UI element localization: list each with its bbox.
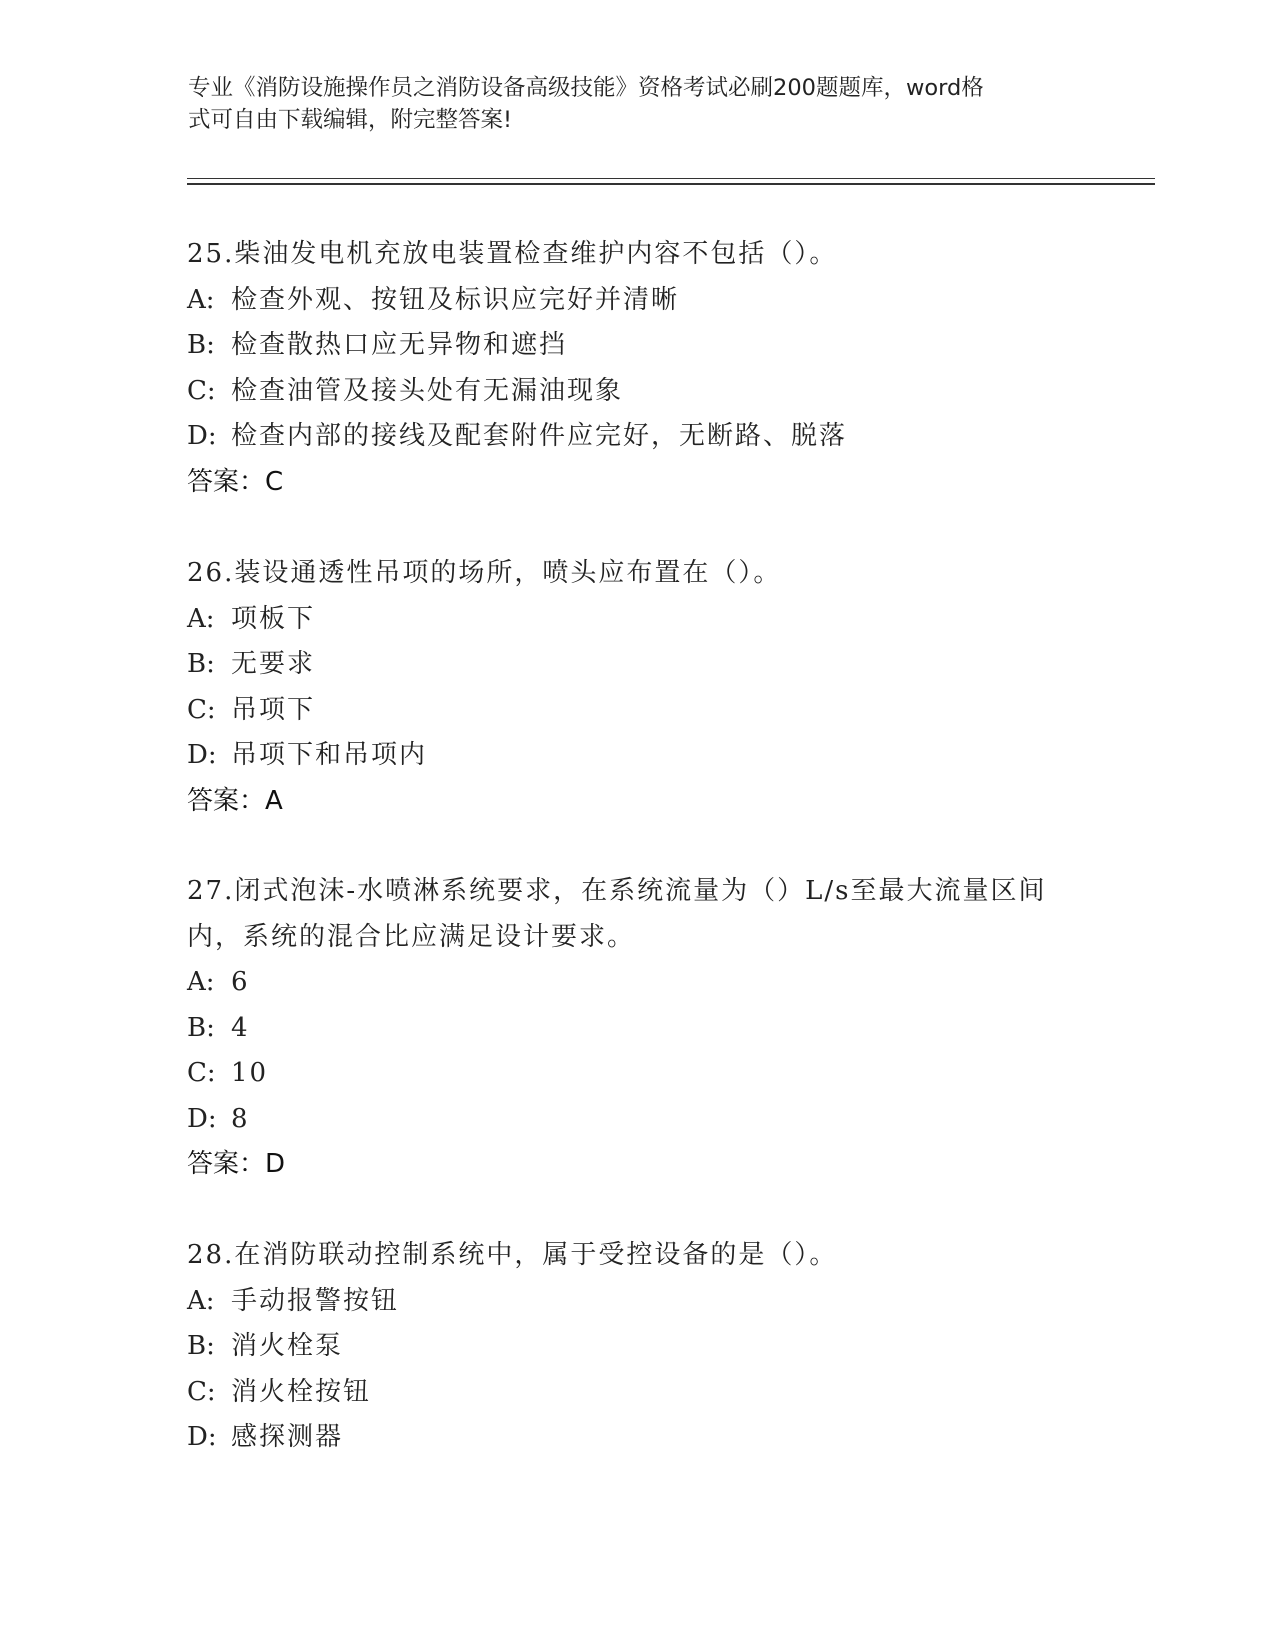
option-b xyxy=(187,1324,1087,1370)
option-key: C: xyxy=(187,1058,216,1088)
option-text: 消火栓按钮 xyxy=(231,1376,372,1407)
option-key: B: xyxy=(187,649,215,679)
option-a xyxy=(187,597,1087,643)
option-text: 检查散热口应无异物和遮挡 xyxy=(231,330,568,360)
question-stem: 27.闭式泡沫-水喷淋系统要求，在系统流量为（）L/s至最大流量区间 xyxy=(187,876,1047,906)
question-25 xyxy=(187,232,1087,505)
question-stem: 28.在消防联动控制系统中，属于受控设备的是（）。 xyxy=(187,1240,838,1270)
option-a xyxy=(187,1279,1087,1325)
header-line-2: 式可自由下载编辑，附完整答案! xyxy=(188,107,513,133)
answer-line: 答案：C xyxy=(187,466,284,497)
option-c xyxy=(187,1051,1087,1097)
option-a xyxy=(187,278,1087,324)
option-key: D: xyxy=(187,1422,217,1452)
option-b xyxy=(187,642,1087,688)
option-b xyxy=(187,323,1087,369)
option-key: A: xyxy=(187,967,215,997)
option-key: D: xyxy=(187,1103,217,1134)
option-c xyxy=(187,369,1087,415)
option-text: 无要求 xyxy=(231,649,316,679)
option-text: 手动报警按钮 xyxy=(231,1285,400,1316)
option-key: A: xyxy=(187,284,215,315)
option-c xyxy=(187,688,1087,734)
option-key: A: xyxy=(187,1285,215,1316)
option-d xyxy=(187,733,1087,779)
option-c xyxy=(187,1370,1087,1416)
option-key: C: xyxy=(187,694,216,725)
header-line-1: 专业《消防设施操作员之消防设备高级技能》资格考试必刷200题题库，word格 xyxy=(188,75,984,101)
question-stem: 26.装设通透性吊项的场所，喷头应布置在（）。 xyxy=(187,558,782,588)
header-divider-bottom xyxy=(187,183,1155,185)
option-d xyxy=(187,414,1087,460)
option-text: 吊项下和吊项内 xyxy=(231,740,428,770)
question-26 xyxy=(187,551,1087,824)
question-stem-continued: 内，系统的混合比应满足设计要求。 xyxy=(187,921,636,952)
option-text: 消火栓泵 xyxy=(231,1331,344,1361)
option-key: C: xyxy=(187,1376,216,1407)
question-stem: 25.柴油发电机充放电装置检查维护内容不包括（）。 xyxy=(187,239,838,269)
document-header xyxy=(188,72,1068,136)
header-divider-top xyxy=(187,178,1155,179)
option-a xyxy=(187,960,1087,1006)
option-text: 检查内部的接线及配套附件应完好，无断路、脱落 xyxy=(231,421,848,451)
option-key: B: xyxy=(187,330,215,360)
option-b xyxy=(187,1006,1087,1052)
option-text: 检查油管及接头处有无漏油现象 xyxy=(231,375,624,406)
answer-line: 答案：D xyxy=(187,1149,286,1179)
option-text: 6 xyxy=(231,967,250,997)
option-text: 感探测器 xyxy=(231,1422,344,1452)
option-key: B: xyxy=(187,1012,215,1043)
option-text: 项板下 xyxy=(231,603,316,634)
option-key: B: xyxy=(187,1331,215,1361)
answer-line: 答案：A xyxy=(187,785,283,816)
option-key: A: xyxy=(187,603,215,634)
option-text: 吊项下 xyxy=(231,694,316,725)
option-text: 检查外观、按钮及标识应完好并清晰 xyxy=(231,284,680,315)
option-d xyxy=(187,1097,1087,1143)
question-28 xyxy=(187,1233,1087,1461)
option-text: 8 xyxy=(231,1103,250,1134)
option-text: 10 xyxy=(231,1058,269,1088)
option-key: D: xyxy=(187,421,217,451)
option-text: 4 xyxy=(231,1012,250,1043)
option-key: C: xyxy=(187,375,216,406)
question-27 xyxy=(187,869,1087,1188)
option-key: D: xyxy=(187,740,217,770)
option-d xyxy=(187,1415,1087,1461)
